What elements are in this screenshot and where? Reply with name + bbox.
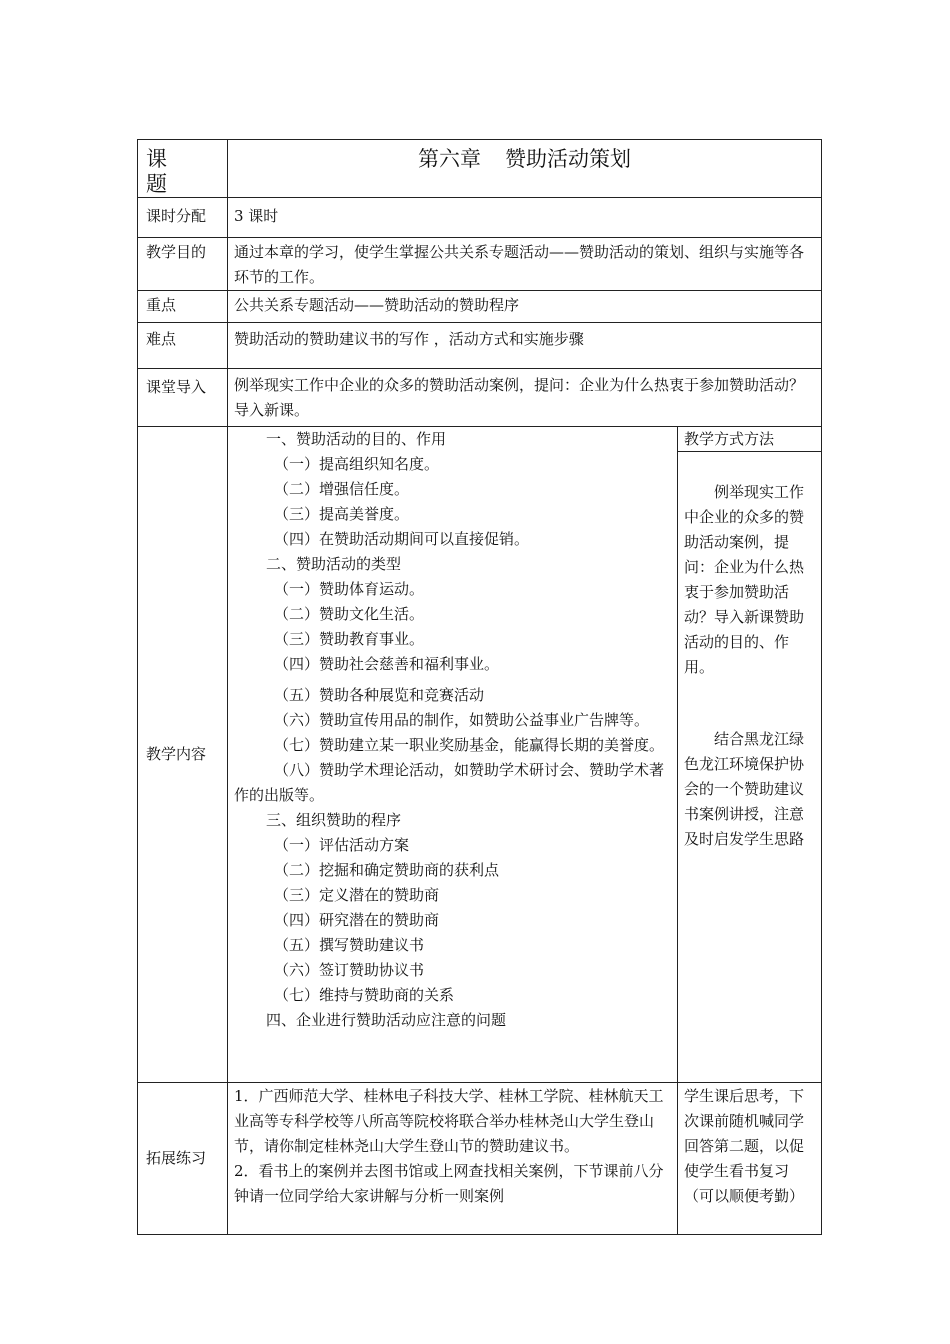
content-item: （三）提高美誉度。 (274, 505, 410, 523)
method-text-1: 例举现实工作中企业的众多的赞助活动案例，提问：企业为什么热衷于参加赞助活动？导入新课赞助活动的目的、作用。 (684, 483, 805, 676)
row-goal (138, 238, 822, 291)
method-column (678, 427, 822, 1083)
difficulty-label: 难点 (138, 323, 228, 369)
content-item: （四）赞助社会慈善和福利事业。 (274, 655, 500, 673)
method-text-2: 结合黑龙江绿色龙江环境保护协会的一个赞助建议书案例讲授，注意及时启发学生思路 (684, 730, 805, 848)
row-key (138, 291, 822, 323)
content-item: （二）挖掘和确定赞助商的获利点 (274, 861, 500, 879)
content-item: （四）研究潜在的赞助商 (274, 911, 440, 929)
topic-label: 课 题 (138, 140, 228, 198)
content-heading: 一、赞助活动的目的、作用 (266, 430, 447, 448)
content-item: （三）赞助教育事业。 (274, 630, 425, 648)
content-item: （一）提高组织知名度。 (274, 455, 440, 473)
content-item: （一）赞助体育运动。 (274, 580, 425, 598)
key-value: 公共关系专题活动——赞助活动的赞助程序 (228, 291, 822, 323)
row-content (138, 427, 822, 1083)
goal-label: 教学目的 (138, 238, 228, 291)
row-topic (138, 140, 822, 198)
content-item: （五）赞助各种展览和竞赛活动 (274, 686, 485, 704)
goal-value: 通过本章的学习，使学生掌握公共关系专题活动——赞助活动的策划、组织与实施等各环节的工作。 (228, 238, 822, 291)
row-difficulty (138, 323, 822, 369)
content-item: （一）评估活动方案 (274, 836, 410, 854)
content-item: （三）定义潜在的赞助商 (274, 886, 440, 904)
chapter-title: 赞助活动策划 (505, 147, 631, 171)
content-item: （五）撰写赞助建议书 (274, 936, 425, 954)
content-item: （六）签订赞助协议书 (274, 961, 425, 979)
row-hours (138, 198, 822, 238)
content-body (228, 427, 678, 1083)
difficulty-value: 赞助活动的赞助建议书的写作 ，活动方式和实施步骤 (228, 323, 822, 369)
content-heading: 四、企业进行赞助活动应注意的问题 (266, 1011, 507, 1029)
content-item: （二）增强信任度。 (274, 480, 410, 498)
practice-item-1: 1．广西师范大学、桂林电子科技大学、桂林工学院、桂林航天工业高等专科学校等八所高等院校将联合举办桂林尧山大学生登山节，请你制定桂林尧山大学生登山节的赞助建议书。 (234, 1087, 664, 1155)
content-item: （六）赞助宣传用品的制作，如赞助公益事业广告牌等。 (274, 711, 650, 729)
content-heading: 三、组织赞助的程序 (266, 811, 402, 829)
content-item: （七）维持与赞助商的关系 (274, 986, 455, 1004)
practice-item-2: 2．看书上的案例并去图书馆或上网查找相关案例，下节课前八分钟请一位同学给大家讲解与分析一则案例 (234, 1162, 664, 1205)
intro-value: 例举现实工作中企业的众多的赞助活动案例，提问：企业为什么热衷于参加赞助活动？导入新课。 (228, 369, 822, 427)
content-item: （八）赞助学术理论活动，如赞助学术研讨会、赞助学术著作的出版等。 (234, 761, 665, 804)
intro-label: 课堂导入 (138, 369, 228, 427)
hours-label: 课时分配 (138, 198, 228, 238)
content-item: （四）在赞助活动期间可以直接促销。 (274, 530, 530, 548)
lesson-plan-table (137, 139, 822, 1235)
hours-value: 3 课时 (228, 198, 822, 238)
practice-body (228, 1083, 678, 1235)
topic-value (228, 140, 822, 198)
method-label: 教学方式方法 (678, 427, 821, 452)
content-item: （二）赞助文化生活。 (274, 605, 425, 623)
row-intro (138, 369, 822, 427)
practice-note: 学生课后思考，下次课前随机喊同学回答第二题，以促使学生看书复习（可以顺便考勤） (678, 1083, 822, 1235)
content-heading: 二、赞助活动的类型 (266, 555, 402, 573)
content-label: 教学内容 (138, 427, 228, 1083)
key-label: 重点 (138, 291, 228, 323)
row-practice (138, 1083, 822, 1235)
practice-label: 拓展练习 (138, 1083, 228, 1235)
chapter-number: 第六章 (418, 147, 481, 171)
content-item: （七）赞助建立某一职业奖励基金，能赢得长期的美誉度。 (274, 736, 665, 754)
